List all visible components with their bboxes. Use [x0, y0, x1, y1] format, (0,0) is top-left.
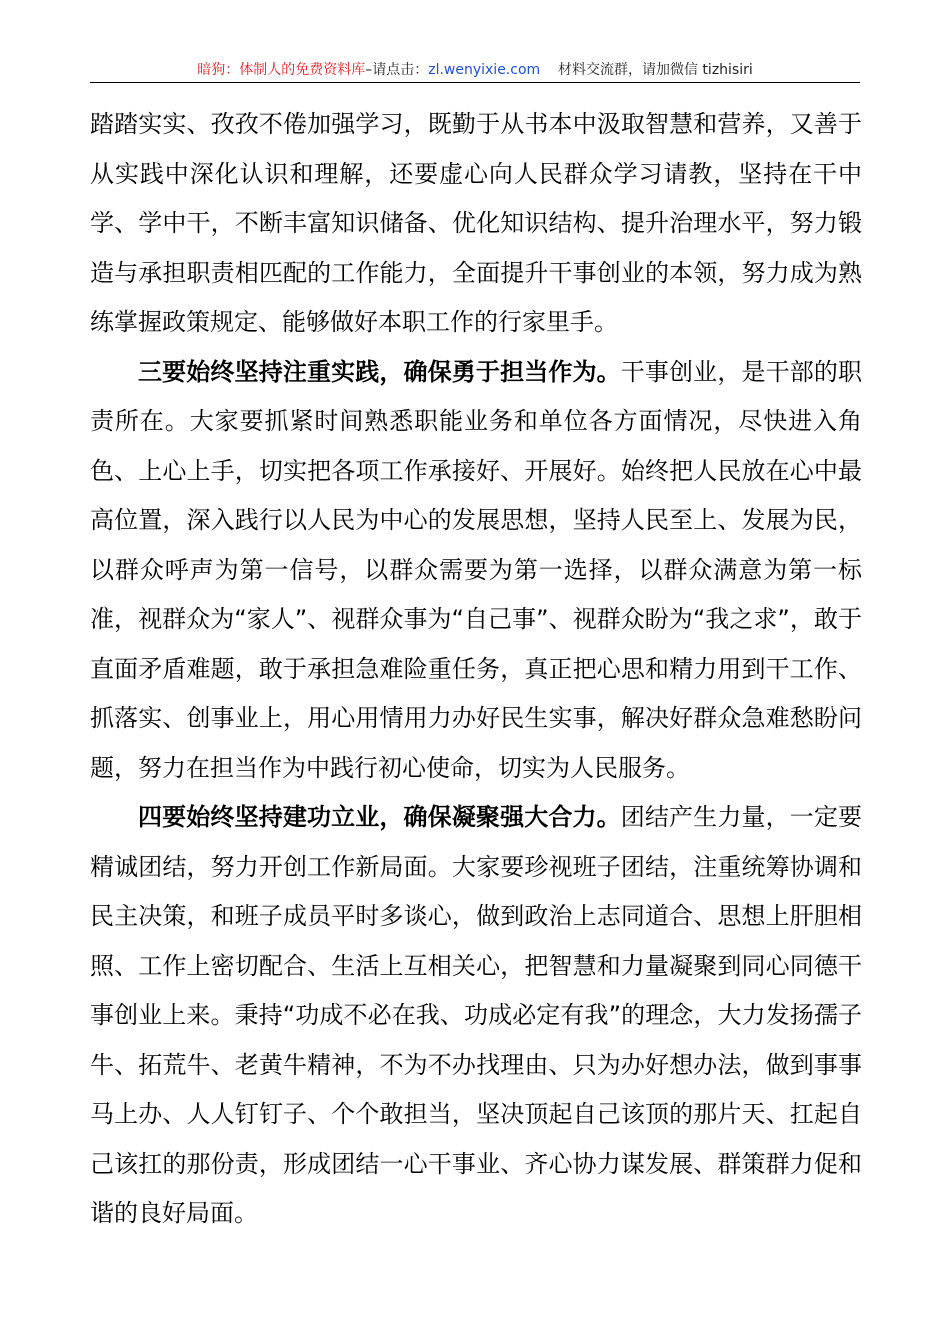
paragraph-1-text: 踏踏实实、孜孜不倦加强学习，既勤于从书本中汲取智慧和营养，又善于从实践中深化认识和理解，还要虚心向人民群众学习请教，坚持在干中学、学中干，不断丰富知识储备、优化知识结构、提升治理水平，努力锻造与承担职责相匹配的工作能力，全面提升干事创业的本领，努力成为熟练掌握政策规定、能够做好本职工作的行家里手。 — [90, 110, 862, 336]
header-brand: 暗狗：体制人的免费资料库 — [197, 62, 366, 78]
document-body — [90, 100, 862, 1239]
paragraph-3-heading: 四要始终坚持建功立业，确保凝聚强大合力。 — [138, 803, 621, 831]
paragraph-3 — [90, 793, 862, 1239]
header-link[interactable]: zl.wenyixie.com — [428, 62, 541, 78]
header-group-note: 材料交流群，请加微信 tizhisiri — [557, 62, 753, 78]
paragraph-1 — [90, 100, 862, 348]
paragraph-3-text: 团结产生力量，一定要精诚团结，努力开创工作新局面。大家要珍视班子团结，注重统筹协调和民主决策，和班子成员平时多谈心，做到政治上志同道合、思想上肝胆相照、工作上密切配合、生活上互相关心，把智慧和力量凝聚到同心同德干事创业上来。秉持“功成不必在我、功成必定有我”的理念，大力发扬孺子牛、拓荒牛、老黄牛精神，不为不办找理由、只为办好想办法，做到事事马上办、人人钉钉子、个个敢担当，坚决顶起自己该顶的那片天、扛起自己该扛的那份责，形成团结一心干事业、齐心协力谋发展、群策群力促和谐的良好局面。 — [90, 803, 863, 1227]
header-link-prompt: –请点击： — [365, 62, 429, 78]
paragraph-2-heading: 三要始终坚持注重实践，确保勇于担当作为。 — [138, 357, 621, 386]
paragraph-2-text: 干事创业，是干部的职责所在。大家要抓紧时间熟悉职能业务和单位各方面情况，尽快进入角色、上心上手，切实把各项工作承接好、开展好。始终把人民放在心中最高位置，深入践行以人民为中心的发展思想，坚持人民至上、发展为民，以群众呼声为第一信号，以群众需要为第一选择，以群众满意为第一标准，视群众为“家人”、视群众事为“自己事”、视群众盼为“我之求”，敢于直面矛盾难题，敢于承担急难险重任务，真正把心思和精力用到干工作、抓落实、创事业上，用心用情用力办好民生实事，解决好群众急难愁盼问题，努力在担当作为中践行初心使命，切实为人民服务。 — [90, 357, 863, 782]
page-header — [90, 58, 860, 83]
paragraph-2 — [90, 348, 862, 794]
